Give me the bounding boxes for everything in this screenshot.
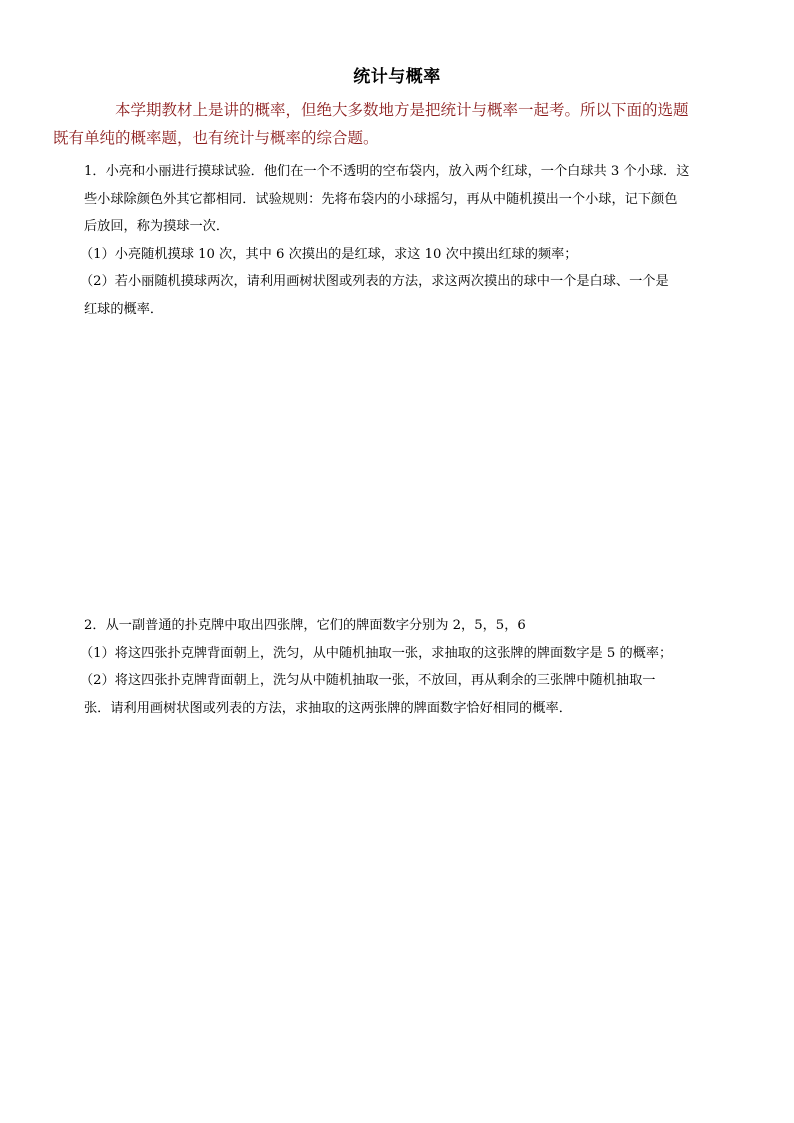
intro-line-1: 本学期教材上是讲的概率，但绝大多数地方是把统计与概率一起考。所以下面的选题 xyxy=(115,101,689,119)
question-1-stem-line-2: 些小球除颜色外其它都相同．试验规则：先将布袋内的小球摇匀，再从中随机摸出一个小球，记下颜色 xyxy=(84,191,678,207)
question-1 xyxy=(80,158,712,323)
question-2 xyxy=(80,612,712,722)
question-1-part-2-line-2: 红球的概率． xyxy=(84,301,164,317)
question-1-part-2-line-1: （2）若小丽随机摸球两次，请利用画树状图或列表的方法，求这两次摸出的球中一个是白球、一个是 xyxy=(80,274,669,289)
intro-line-2: 既有单纯的概率题，也有统计与概率的综合题。 xyxy=(53,129,379,147)
intro-paragraph xyxy=(53,96,714,152)
question-2-part-2-line-2: 张．请利用画树状图或列表的方法，求抽取的这两张牌的牌面数字恰好相同的概率． xyxy=(84,700,572,716)
question-1-part-1: （1）小亮随机摸球 10 次，其中 6 次摸出的是红球，求这 10 次中摸出红球的频率； xyxy=(80,246,578,262)
page-title: 统计与概率 xyxy=(353,67,441,87)
question-2-stem-line-1: 2．从一副普通的扑克牌中取出四张牌，它们的牌面数字分别为 2，5，5，6 xyxy=(84,618,526,633)
question-2-part-1: （1）将这四张扑克牌背面朝上，洗匀，从中随机抽取一张，求抽取的这张牌的牌面数字是 5 的概率； xyxy=(80,645,673,661)
question-1-stem-line-3: 后放回，称为摸球一次． xyxy=(84,219,230,234)
question-2-part-2-line-1: （2）将这四张扑克牌背面朝上，洗匀从中随机抽取一张，不放回，再从剩余的三张牌中随机抽取一 xyxy=(80,673,656,688)
question-1-stem-line-1: 1．小亮和小丽进行摸球试验．他们在一个不透明的空布袋内，放入两个红球，一个白球共 3 个小球．这 xyxy=(84,164,690,179)
